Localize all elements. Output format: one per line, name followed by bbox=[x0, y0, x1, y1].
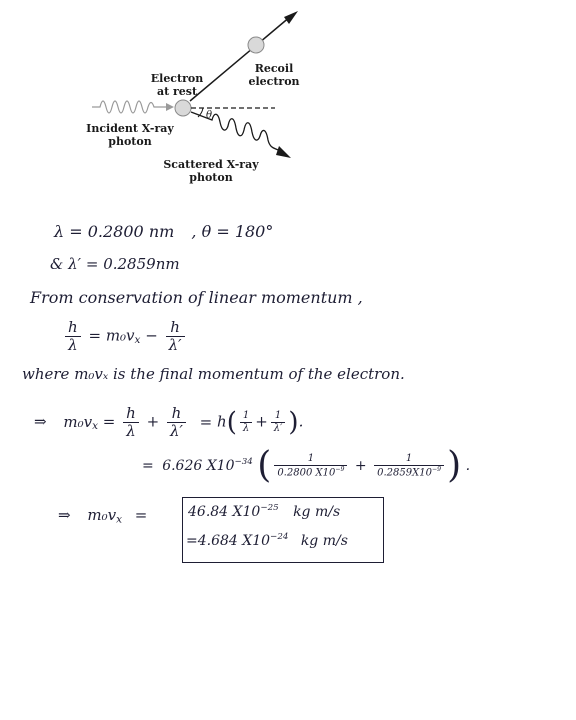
given-lambda-prime: & λ′ = 0.2859nm bbox=[50, 255, 180, 273]
compton-diagram bbox=[0, 0, 576, 200]
scattered-photon-arrowhead bbox=[276, 146, 291, 158]
electron-at-rest bbox=[175, 100, 191, 116]
step1-equation: ⇒ $m_0v_x$ = $\frac{h}{\lambda}$ + $\frac{h}{\lambda'}$ = h( $\frac{1}{\lambda}$ + $\frac{1}{\lambda'}$ ). bbox=[34, 404, 304, 440]
result-line-2: =4.684 $X10^{-24}$ kg m/s bbox=[186, 532, 348, 550]
incident-photon-arrowhead bbox=[166, 103, 174, 111]
incident-photon-wave bbox=[92, 101, 166, 113]
result-lhs: ⇒ $m_0v_x$ = bbox=[58, 506, 148, 526]
scattered-photon-label: Scattered X-ray photon bbox=[163, 158, 259, 184]
recoil-electron bbox=[248, 37, 264, 53]
conservation-heading: From conservation of linear momentum , bbox=[30, 288, 363, 307]
recoil-electron-label: Recoil electron bbox=[248, 62, 300, 88]
explanation-line: where m₀vₓ is the final momentum of the electron. bbox=[22, 365, 405, 383]
step2-equation: = 6.626 $X10^{-34}$ ( $\frac{1}{0.2800 X10^{-9}}$ + $\frac{1}{0.2859X10^{-9}}$ ) . bbox=[142, 445, 471, 486]
recoil-arrowhead bbox=[284, 11, 298, 24]
theta-label: θ bbox=[206, 110, 213, 121]
scattered-photon-wave bbox=[191, 112, 278, 150]
momentum-equation: $\frac{h}{\lambda}$ = $m_0v_x$ − $\frac{h}{\lambda'}$ bbox=[62, 320, 188, 353]
result-line-1: 46.84 $X10^{-25}$ kg m/s bbox=[188, 503, 341, 521]
incident-photon-label: Incident X-ray photon bbox=[86, 122, 174, 148]
given-lambda: λ = 0.2800 nm , θ = 180° bbox=[54, 222, 274, 241]
electron-at-rest-label: Electron at rest bbox=[150, 72, 204, 98]
